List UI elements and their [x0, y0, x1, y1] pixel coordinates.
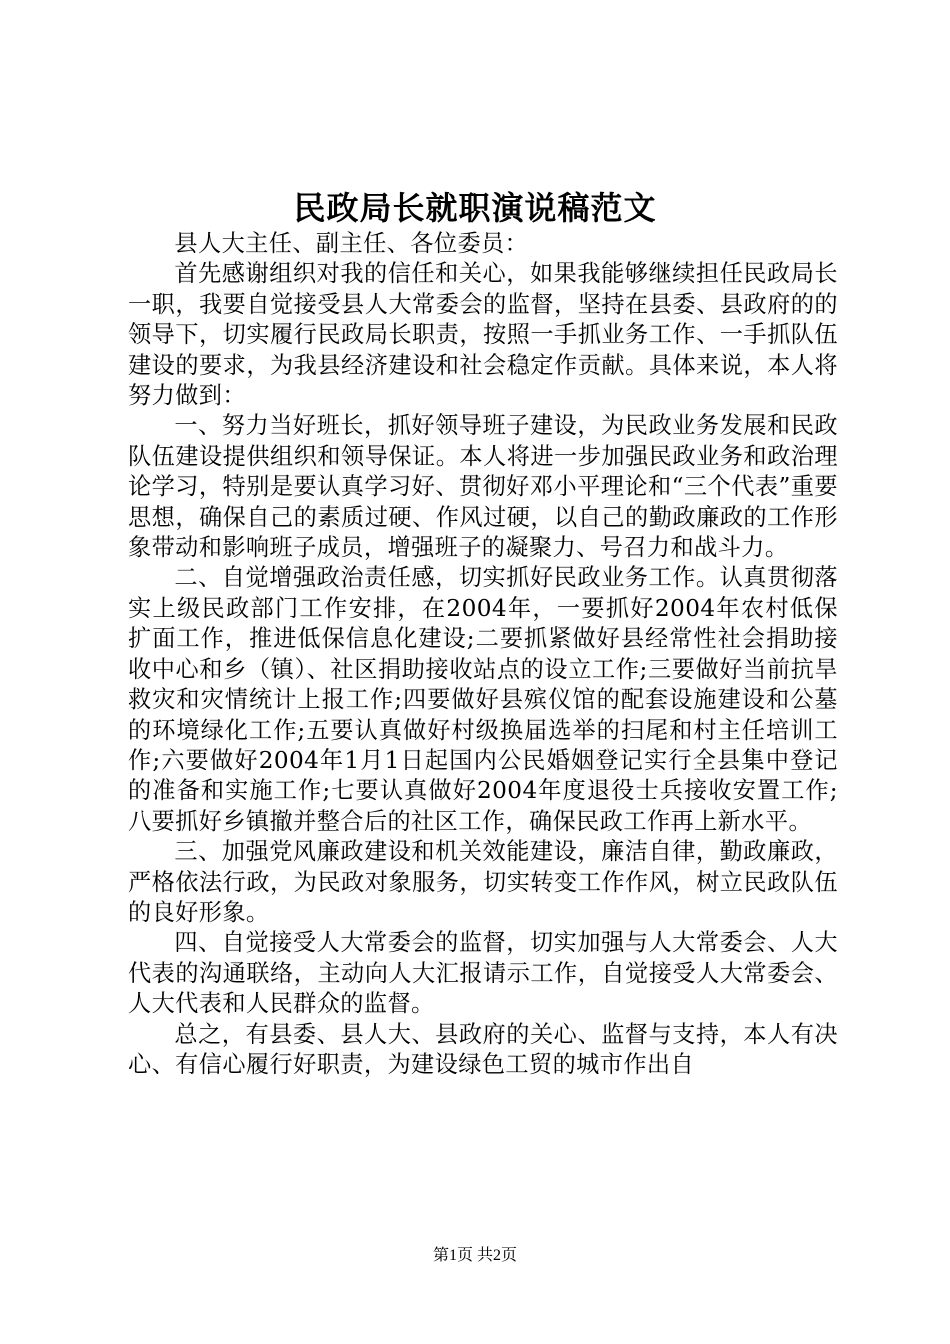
paragraph-point-1: 一、努力当好班长，抓好领导班子建设，为民政业务发展和民政队伍建设提供组织和领导保证。本人将进一步加强民政业务和政治理论学习，特别是要认真学习好、贯彻好邓小平理论和“三个代表”重要思想，确保自己的素质过硬、作风过硬，以自己的勤政廉政的工作形象带动和影响班子成员，增强班子的凝聚力、号召力和战斗力。: [128, 412, 838, 562]
paragraph-conclusion: 总之，有县委、县人大、县政府的关心、监督与支持，本人有决心、有信心履行好职责，为建设绿色工贸的城市作出自: [128, 1020, 838, 1078]
document-title: 民政局长就职演说稿范文: [293, 189, 657, 227]
paragraph-intro: 首先感谢组织对我的信任和关心，如果我能够继续担任民政局长一职，我要自觉接受县人大常委会的监督，坚持在县委、县政府的的领导下，切实履行民政局长职责，按照一手抓业务工作、一手抓队伍建设的要求，为我县经济建设和社会稳定作贡献。具体来说，本人将努力做到：: [128, 260, 838, 410]
document-body: [128, 229, 838, 1080]
paragraph-point-4: 四、自觉接受人大常委会的监督，切实加强与人大常委会、人大代表的沟通联络，主动向人大汇报请示工作，自觉接受人大常委会、人大代表和人民群众的监督。: [128, 929, 838, 1018]
salutation: 县人大主任、副主任、各位委员：: [174, 230, 529, 257]
paragraph-point-3: 三、加强党风廉政建设和机关效能建设，廉洁自律，勤政廉政，严格依法行政，为民政对象服务，切实转变工作作风，树立民政队伍的良好形象。: [128, 838, 838, 926]
paragraph-point-2: 二、自觉增强政治责任感，切实抓好民政业务工作。认真贯彻落实上级民政部门工作安排，在2004年，一要抓好2004年农村低保扩面工作，推进低保信息化建设;二要抓紧做好县经常性社会捐助接收中心和乡（镇）、社区捐助接收站点的设立工作;三要做好当前抗旱救灾和灾情统计上报工作;四要做好县殡仪馆的配套设施建设和公墓的环境绿化工作;五要认真做好村级换届选举的扫尾和村主任培训工作;六要做好2004年1月1日起国内公民婚姻登记实行全县集中登记的准备和实施工作;七要认真做好2004年度退役士兵接收安置工作;八要抓好乡镇撤并整合后的社区工作，确保民政工作再上新水平。: [128, 564, 838, 835]
page-number-footer: 第1页 共2页: [432, 1247, 517, 1264]
